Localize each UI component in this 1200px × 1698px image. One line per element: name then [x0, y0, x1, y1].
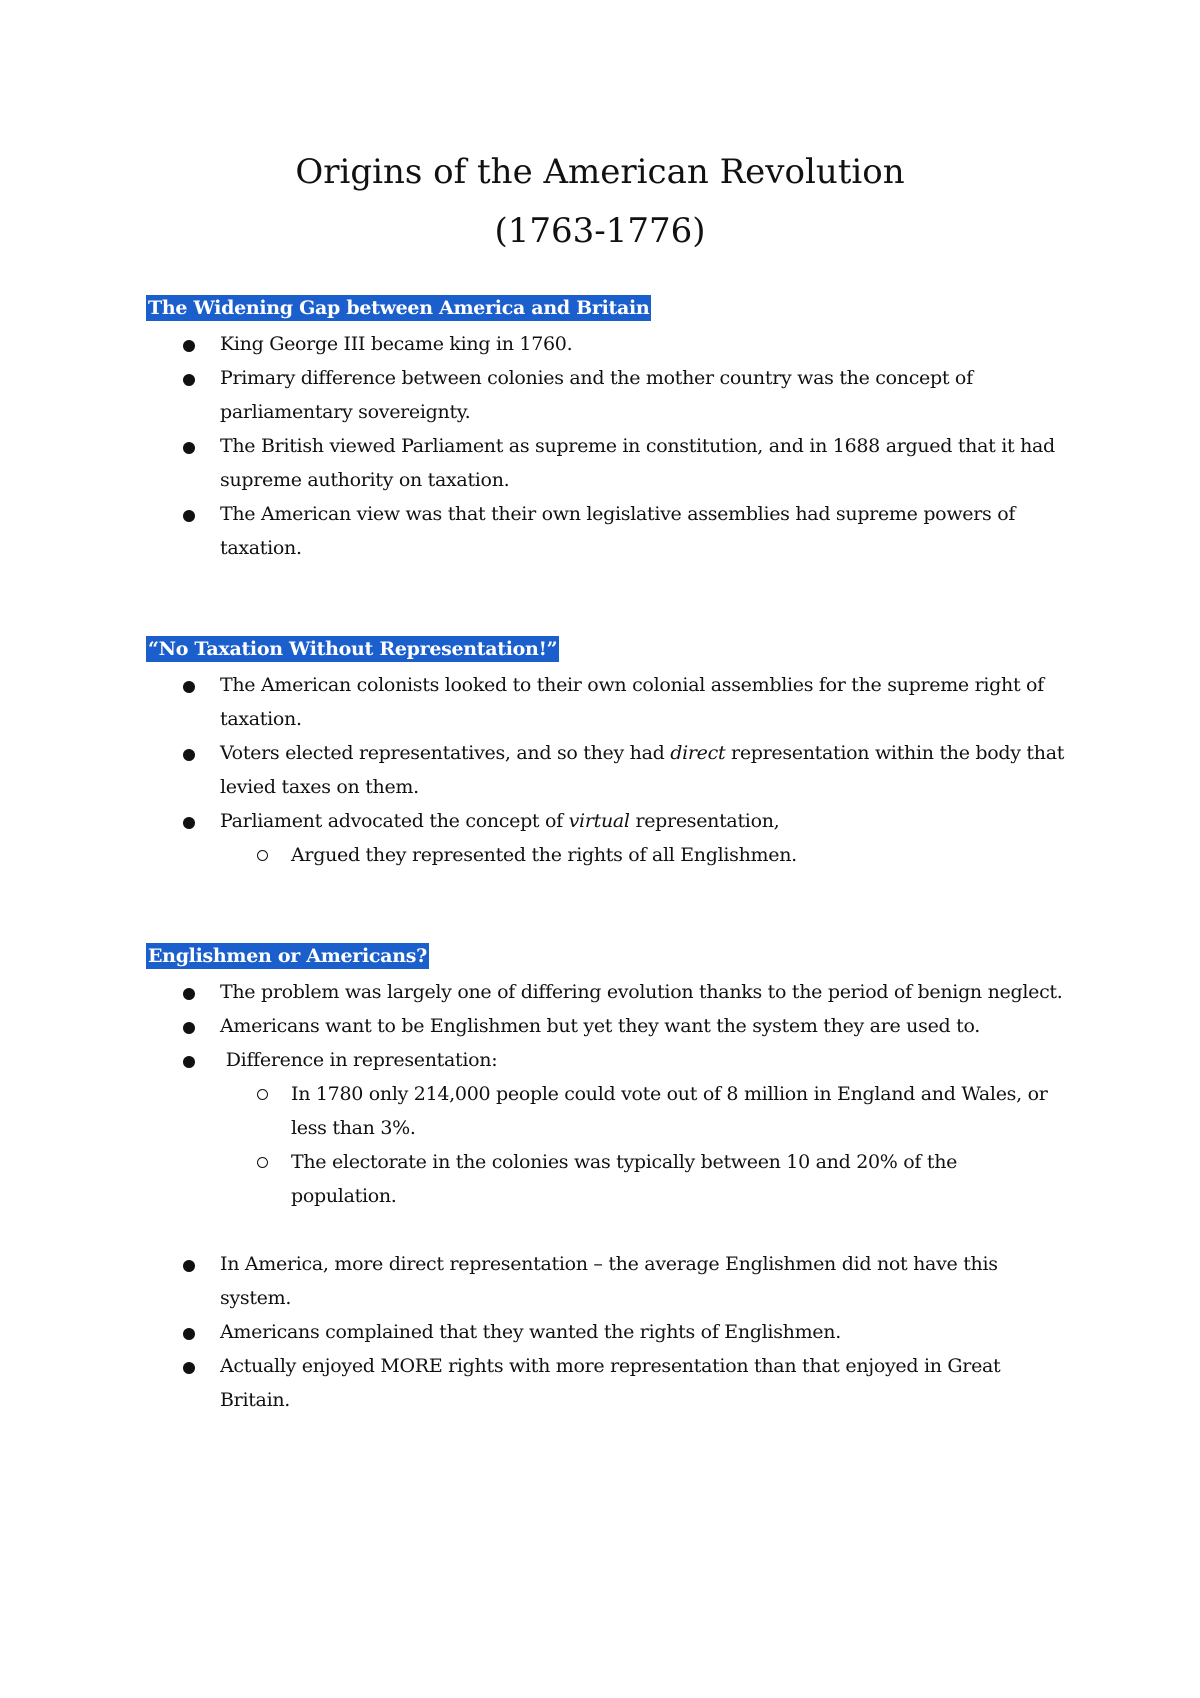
bullet-icon — [183, 442, 195, 454]
emphasis-text: virtual — [568, 810, 630, 832]
list-item-text-after: representation within the body that levied taxes on them. — [220, 742, 1065, 798]
page-title: Origins of the American Revolution — [295, 152, 905, 192]
bullet-list — [146, 668, 1066, 872]
bullet-icon — [183, 1362, 195, 1374]
section-heading: “No Taxation Without Representation!” — [148, 638, 558, 660]
list-item-text-after: representation, — [629, 810, 780, 832]
list-item-text: Primary difference between colonies and the mother country was the concept of parliamentary sovereignty. — [220, 367, 973, 423]
section-heading: The Widening Gap between America and Britain — [148, 297, 650, 319]
list-item-text: The British viewed Parliament as supreme in constitution, and in 1688 argued that it had supreme authority on taxation. — [220, 435, 1055, 491]
section-heading: Englishmen or Americans? — [148, 945, 427, 967]
list-item-text: The problem was largely one of differing evolution thanks to the period of benign neglect. — [220, 981, 1063, 1003]
list-item-text: Difference in representation: — [220, 1049, 498, 1071]
hollow-bullet-icon — [257, 850, 268, 861]
section-englishmen-or-americans — [146, 943, 1066, 1417]
list-item-text: Americans complained that they wanted the rights of Englishmen. — [220, 1321, 841, 1343]
list-item-text: Americans want to be Englishmen but yet they want the system they are used to. — [220, 1015, 980, 1037]
list-item — [146, 1043, 1066, 1213]
bullet-icon — [183, 1328, 195, 1340]
sub-list-item — [145, 1145, 1066, 1213]
bullet-icon — [183, 681, 195, 693]
sub-list-item — [145, 1077, 1066, 1145]
list-item-text: The American colonists looked to their own colonial assemblies for the supreme right of taxation. — [220, 674, 1044, 730]
bullet-icon — [183, 510, 195, 522]
bullet-icon — [183, 1056, 195, 1068]
bullet-icon — [183, 817, 195, 829]
hollow-bullet-icon — [257, 1089, 268, 1100]
list-item — [146, 1247, 1066, 1315]
page-title-dates: (1763-1776) — [494, 211, 706, 251]
list-item — [146, 1009, 1066, 1043]
list-item-text-before: Voters elected representatives, and so they had — [220, 742, 671, 764]
sub-list-item — [145, 838, 1066, 872]
list-item — [146, 736, 1066, 804]
bullet-icon — [183, 988, 195, 1000]
list-item-text: King George III became king in 1760. — [220, 333, 573, 355]
bullet-icon — [183, 374, 195, 386]
list-item — [146, 1315, 1066, 1349]
list-item — [146, 361, 1066, 429]
bullet-icon — [183, 340, 195, 352]
list-item — [146, 975, 1066, 1009]
list-item-text: Actually enjoyed MORE rights with more representation than that enjoyed in Great Britain. — [220, 1355, 1001, 1411]
list-item — [146, 804, 1066, 872]
bullet-icon — [183, 1022, 195, 1034]
list-item-text: The American view was that their own legislative assemblies had supreme powers of taxation. — [220, 503, 1016, 559]
hollow-bullet-icon — [257, 1157, 268, 1168]
bullet-icon — [183, 1260, 195, 1272]
sub-list — [146, 1077, 1066, 1213]
emphasis-text: direct — [670, 742, 726, 764]
sub-list-item-text: The electorate in the colonies was typically between 10 and 20% of the population. — [291, 1151, 958, 1207]
bullet-list — [146, 975, 1066, 1417]
sub-list — [146, 838, 1066, 872]
sub-list-item-text: Argued they represented the rights of all Englishmen. — [291, 844, 797, 866]
list-item — [146, 429, 1066, 497]
section-widening-gap — [146, 295, 1066, 565]
list-item-text: In America, more direct representation – the average Englishmen did not have this system. — [220, 1253, 998, 1309]
list-item — [146, 327, 1066, 361]
list-item — [146, 668, 1066, 736]
bullet-icon — [183, 749, 195, 761]
list-item-text-before: Parliament advocated the concept of — [220, 810, 569, 832]
section-no-taxation — [146, 636, 1066, 872]
bullet-list — [146, 327, 1066, 565]
list-item — [146, 1349, 1066, 1417]
sub-list-item-text: In 1780 only 214,000 people could vote out of 8 million in England and Wales, or less than 3%. — [291, 1083, 1048, 1139]
list-item — [146, 497, 1066, 565]
